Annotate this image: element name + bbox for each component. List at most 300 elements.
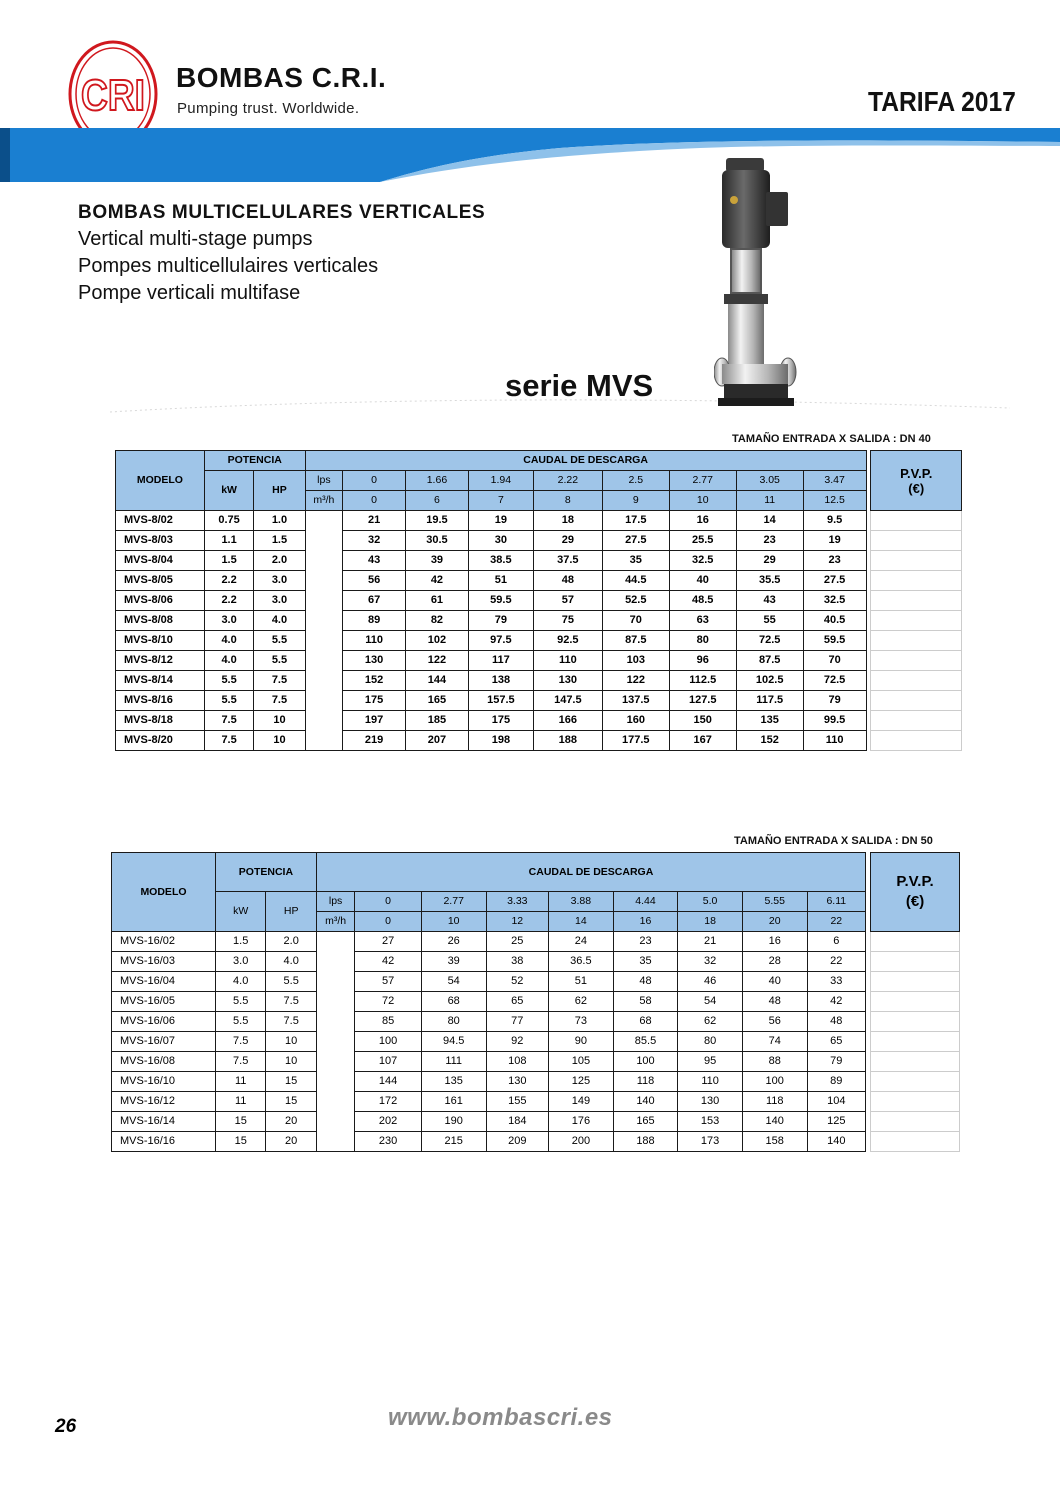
head-cell: 175 [468,711,533,731]
table-row [116,651,962,671]
head-cell: 51 [549,972,614,992]
power-cell: 15 [215,1112,265,1132]
head-cell: 30.5 [406,531,469,551]
table-row [112,992,960,1012]
head-cell: 23 [736,531,803,551]
head-cell: 23 [613,932,678,952]
head-cell: 172 [355,1092,422,1112]
head-cell: 70 [602,611,669,631]
head-cell: 118 [613,1072,678,1092]
head-cell: 65 [807,1032,866,1052]
empty-cell [316,932,354,952]
model-cell: MVS-16/03 [112,952,216,972]
model-cell: MVS-16/04 [112,972,216,992]
head-cell: 157.5 [468,691,533,711]
power-cell: 1.5 [204,551,253,571]
table2-header-modelo: MODELO [112,853,216,932]
table-row [112,972,960,992]
empty-cell [316,1092,354,1112]
head-cell: 125 [549,1072,614,1092]
table2-header-potencia: POTENCIA [215,853,316,892]
table1-m3h-value: 10 [669,491,736,511]
price-cell [871,711,962,731]
head-cell: 87.5 [736,651,803,671]
head-cell: 35 [602,551,669,571]
head-cell: 130 [343,651,406,671]
head-cell: 70 [803,651,866,671]
table2-lps-value: 3.88 [549,892,614,912]
table1-header-m3h: m³/h [305,491,343,511]
table2-lps-value: 5.55 [742,892,807,912]
head-cell: 102.5 [736,671,803,691]
head-cell: 38 [486,952,549,972]
empty-cell [316,1072,354,1092]
subtitle-english: Vertical multi-stage pumps [78,228,313,250]
head-cell: 24 [549,932,614,952]
head-cell: 105 [549,1052,614,1072]
price-cell [871,631,962,651]
head-cell: 72.5 [736,631,803,651]
head-cell: 144 [406,671,469,691]
head-cell: 52 [486,972,549,992]
head-cell: 14 [736,511,803,531]
head-cell: 188 [533,731,602,751]
empty-cell [316,1052,354,1072]
table2-m3h-value: 10 [421,912,486,932]
head-cell: 57 [533,591,602,611]
head-cell: 135 [421,1072,486,1092]
head-cell: 152 [736,731,803,751]
head-cell: 42 [406,571,469,591]
head-cell: 21 [343,511,406,531]
head-cell: 72.5 [803,671,866,691]
head-cell: 160 [602,711,669,731]
head-cell: 27.5 [602,531,669,551]
price-cell [871,1112,960,1132]
table-row [112,952,960,972]
head-cell: 38.5 [468,551,533,571]
table1-header-kw: kW [204,471,253,511]
table2-m3h-value: 16 [613,912,678,932]
table2-m3h-value: 22 [807,912,866,932]
empty-cell [305,731,343,751]
power-cell: 4.0 [215,972,265,992]
head-cell: 48 [533,571,602,591]
model-cell: MVS-16/10 [112,1072,216,1092]
head-cell: 110 [803,731,866,751]
head-cell: 103 [602,651,669,671]
power-cell: 15 [215,1132,265,1152]
head-cell: 153 [678,1112,743,1132]
power-cell: 11 [215,1072,265,1092]
head-cell: 117 [468,651,533,671]
empty-cell [316,952,354,972]
head-cell: 43 [343,551,406,571]
head-cell: 144 [355,1072,422,1092]
head-cell: 99.5 [803,711,866,731]
decorative-dotted-curve [110,398,1010,458]
empty-cell [316,992,354,1012]
table2-header-caudal: CAUDAL DE DESCARGA [316,853,865,892]
head-cell: 16 [669,511,736,531]
table2-mvs16 [111,852,960,1152]
table2-lps-value: 6.11 [807,892,866,912]
head-cell: 184 [486,1112,549,1132]
table1-header-lps: lps [305,471,343,491]
table1-m3h-value: 9 [602,491,669,511]
table1-m3h-value: 11 [736,491,803,511]
head-cell: 80 [678,1032,743,1052]
price-cell [871,932,960,952]
head-cell: 32 [343,531,406,551]
head-cell: 79 [807,1052,866,1072]
power-cell: 7.5 [204,731,253,751]
head-cell: 230 [355,1132,422,1152]
power-cell: 5.5 [204,671,253,691]
table-row [112,1112,960,1132]
empty-cell [305,611,343,631]
head-cell: 18 [533,511,602,531]
power-cell: 10 [266,1032,316,1052]
table1-m3h-value: 0 [343,491,406,511]
subtitle-french: Pompes multicellulaires verticales [78,255,379,277]
head-cell: 77 [486,1012,549,1032]
head-cell: 100 [613,1052,678,1072]
head-cell: 28 [742,952,807,972]
power-cell: 7.5 [204,711,253,731]
header-wave-band [0,120,1060,190]
head-cell: 122 [406,651,469,671]
power-cell: 5.5 [204,691,253,711]
model-cell: MVS-16/14 [112,1112,216,1132]
head-cell: 85.5 [613,1032,678,1052]
head-cell: 23 [803,551,866,571]
head-cell: 125 [807,1112,866,1132]
table1-m3h-value: 7 [468,491,533,511]
power-cell: 20 [266,1112,316,1132]
model-cell: MVS-8/05 [116,571,205,591]
power-cell: 15 [266,1092,316,1112]
head-cell: 188 [613,1132,678,1152]
price-cell [871,1132,960,1152]
power-cell: 1.0 [254,511,305,531]
head-cell: 46 [678,972,743,992]
website-link[interactable]: www.bombascri.es [388,1404,613,1431]
table-row [116,691,962,711]
price-cell [871,671,962,691]
head-cell: 149 [549,1092,614,1112]
model-cell: MVS-8/20 [116,731,205,751]
table1-m3h-value: 12.5 [803,491,866,511]
power-cell: 5.5 [254,651,305,671]
table1-header-pvp: P.V.P. (€) [871,451,962,511]
table2-lps-value: 0 [355,892,422,912]
model-cell: MVS-8/14 [116,671,205,691]
power-cell: 3.0 [254,591,305,611]
model-cell: MVS-8/04 [116,551,205,571]
head-cell: 92 [486,1032,549,1052]
power-cell: 4.0 [204,651,253,671]
head-cell: 27.5 [803,571,866,591]
table1-mvs8 [115,450,962,751]
head-cell: 29 [533,531,602,551]
head-cell: 32.5 [803,591,866,611]
head-cell: 17.5 [602,511,669,531]
price-cell [871,1072,960,1092]
head-cell: 32 [678,952,743,972]
empty-cell [305,691,343,711]
head-cell: 40.5 [803,611,866,631]
head-cell: 110 [343,631,406,651]
head-cell: 89 [807,1072,866,1092]
head-cell: 19 [803,531,866,551]
table-row [116,531,962,551]
table1-lps-value: 2.77 [669,471,736,491]
head-cell: 122 [602,671,669,691]
model-cell: MVS-16/16 [112,1132,216,1152]
price-cell [871,651,962,671]
head-cell: 54 [678,992,743,1012]
head-cell: 166 [533,711,602,731]
empty-cell [316,1012,354,1032]
head-cell: 75 [533,611,602,631]
table1-header-potencia: POTENCIA [204,451,305,471]
table-row [112,1052,960,1072]
head-cell: 37.5 [533,551,602,571]
head-cell: 100 [355,1032,422,1052]
brand-slogan: Pumping trust. Worldwide. [177,100,360,117]
table-row [112,1012,960,1032]
model-cell: MVS-8/10 [116,631,205,651]
head-cell: 58 [613,992,678,1012]
head-cell: 173 [678,1132,743,1152]
price-cell [871,1052,960,1072]
power-cell: 20 [266,1132,316,1152]
power-cell: 5.5 [266,972,316,992]
head-cell: 56 [742,1012,807,1032]
table2-header-kw: kW [215,892,265,932]
empty-cell [316,1112,354,1132]
empty-cell [305,551,343,571]
head-cell: 68 [613,1012,678,1032]
head-cell: 200 [549,1132,614,1152]
price-cell [871,611,962,631]
table2-m3h-value: 14 [549,912,614,932]
model-cell: MVS-16/08 [112,1052,216,1072]
title-spanish: BOMBAS MULTICELULARES VERTICALES [78,202,486,223]
head-cell: 97.5 [468,631,533,651]
head-cell: 80 [421,1012,486,1032]
empty-cell [305,711,343,731]
head-cell: 130 [486,1072,549,1092]
head-cell: 167 [669,731,736,751]
head-cell: 35.5 [736,571,803,591]
head-cell: 82 [406,611,469,631]
table2-lps-value: 4.44 [613,892,678,912]
table1-header-modelo: MODELO [116,451,205,511]
head-cell: 79 [468,611,533,631]
power-cell: 7.5 [266,1012,316,1032]
head-cell: 140 [807,1132,866,1152]
head-cell: 92.5 [533,631,602,651]
head-cell: 108 [486,1052,549,1072]
table1-header-hp: HP [254,471,305,511]
power-cell: 1.5 [254,531,305,551]
head-cell: 48 [742,992,807,1012]
head-cell: 48 [613,972,678,992]
model-cell: MVS-16/07 [112,1032,216,1052]
pump-image [714,150,804,415]
table-row [116,711,962,731]
head-cell: 73 [549,1012,614,1032]
head-cell: 65 [486,992,549,1012]
head-cell: 19 [468,511,533,531]
table1-lps-value: 3.05 [736,471,803,491]
head-cell: 29 [736,551,803,571]
empty-cell [305,651,343,671]
head-cell: 79 [803,691,866,711]
table1-lps-value: 0 [343,471,406,491]
table-row [116,591,962,611]
head-cell: 152 [343,671,406,691]
price-cell [871,531,962,551]
table-row [112,1092,960,1112]
empty-cell [305,511,343,531]
power-cell: 5.5 [215,992,265,1012]
table1-m3h-value: 6 [406,491,469,511]
power-cell: 11 [215,1092,265,1112]
table-row [116,671,962,691]
head-cell: 63 [669,611,736,631]
model-cell: MVS-8/03 [116,531,205,551]
head-cell: 55 [736,611,803,631]
head-cell: 138 [468,671,533,691]
head-cell: 130 [678,1092,743,1112]
table1-lps-value: 2.5 [602,471,669,491]
empty-cell [316,972,354,992]
price-cell [871,1012,960,1032]
model-cell: MVS-8/02 [116,511,205,531]
model-cell: MVS-8/18 [116,711,205,731]
head-cell: 147.5 [533,691,602,711]
model-cell: MVS-8/12 [116,651,205,671]
head-cell: 21 [678,932,743,952]
head-cell: 48 [807,1012,866,1032]
table2-header-pvp: P.V.P. (€) [871,853,960,932]
table-row [116,571,962,591]
head-cell: 175 [343,691,406,711]
table2-m3h-value: 18 [678,912,743,932]
head-cell: 219 [343,731,406,751]
head-cell: 27 [355,932,422,952]
head-cell: 198 [468,731,533,751]
head-cell: 68 [421,992,486,1012]
table-row [116,731,962,751]
head-cell: 104 [807,1092,866,1112]
table2-lps-value: 3.33 [486,892,549,912]
head-cell: 59.5 [803,631,866,651]
head-cell: 155 [486,1092,549,1112]
power-cell: 3.0 [215,952,265,972]
head-cell: 32.5 [669,551,736,571]
table-row [116,631,962,651]
table2-header-m3h: m³/h [316,912,354,932]
price-cell [871,1032,960,1052]
head-cell: 72 [355,992,422,1012]
model-cell: MVS-16/06 [112,1012,216,1032]
price-cell [871,972,960,992]
head-cell: 51 [468,571,533,591]
head-cell: 185 [406,711,469,731]
table1-size-label: TAMAÑO ENTRADA X SALIDA : DN 40 [732,433,931,445]
head-cell: 19.5 [406,511,469,531]
power-cell: 0.75 [204,511,253,531]
head-cell: 165 [406,691,469,711]
head-cell: 33 [807,972,866,992]
head-cell: 62 [549,992,614,1012]
head-cell: 62 [678,1012,743,1032]
serie-title: serie MVS [505,368,654,403]
power-cell: 5.5 [254,631,305,651]
head-cell: 111 [421,1052,486,1072]
head-cell: 74 [742,1032,807,1052]
model-cell: MVS-16/12 [112,1092,216,1112]
power-cell: 7.5 [215,1032,265,1052]
head-cell: 26 [421,932,486,952]
power-cell: 2.0 [266,932,316,952]
svg-text:CRI: CRI [81,71,145,120]
head-cell: 22 [807,952,866,972]
head-cell: 140 [613,1092,678,1112]
model-cell: MVS-16/05 [112,992,216,1012]
head-cell: 140 [742,1112,807,1132]
head-cell: 107 [355,1052,422,1072]
power-cell: 3.0 [204,611,253,631]
power-cell: 2.2 [204,571,253,591]
head-cell: 39 [421,952,486,972]
head-cell: 40 [742,972,807,992]
table2-header-lps: lps [316,892,354,912]
head-cell: 102 [406,631,469,651]
empty-cell [305,631,343,651]
table-row [112,932,960,952]
head-cell: 52.5 [602,591,669,611]
head-cell: 96 [669,651,736,671]
power-cell: 4.0 [254,611,305,631]
power-cell: 1.5 [215,932,265,952]
table2-header-hp: HP [266,892,316,932]
power-cell: 7.5 [254,691,305,711]
power-cell: 10 [254,731,305,751]
head-cell: 54 [421,972,486,992]
head-cell: 88 [742,1052,807,1072]
head-cell: 89 [343,611,406,631]
empty-cell [305,571,343,591]
power-cell: 7.5 [215,1052,265,1072]
head-cell: 161 [421,1092,486,1112]
table-row [116,611,962,631]
table2-m3h-value: 12 [486,912,549,932]
head-cell: 90 [549,1032,614,1052]
price-cell [871,551,962,571]
head-cell: 197 [343,711,406,731]
head-cell: 39 [406,551,469,571]
model-cell: MVS-8/08 [116,611,205,631]
table-row [116,511,962,531]
power-cell: 15 [266,1072,316,1092]
head-cell: 25.5 [669,531,736,551]
empty-cell [316,1132,354,1152]
